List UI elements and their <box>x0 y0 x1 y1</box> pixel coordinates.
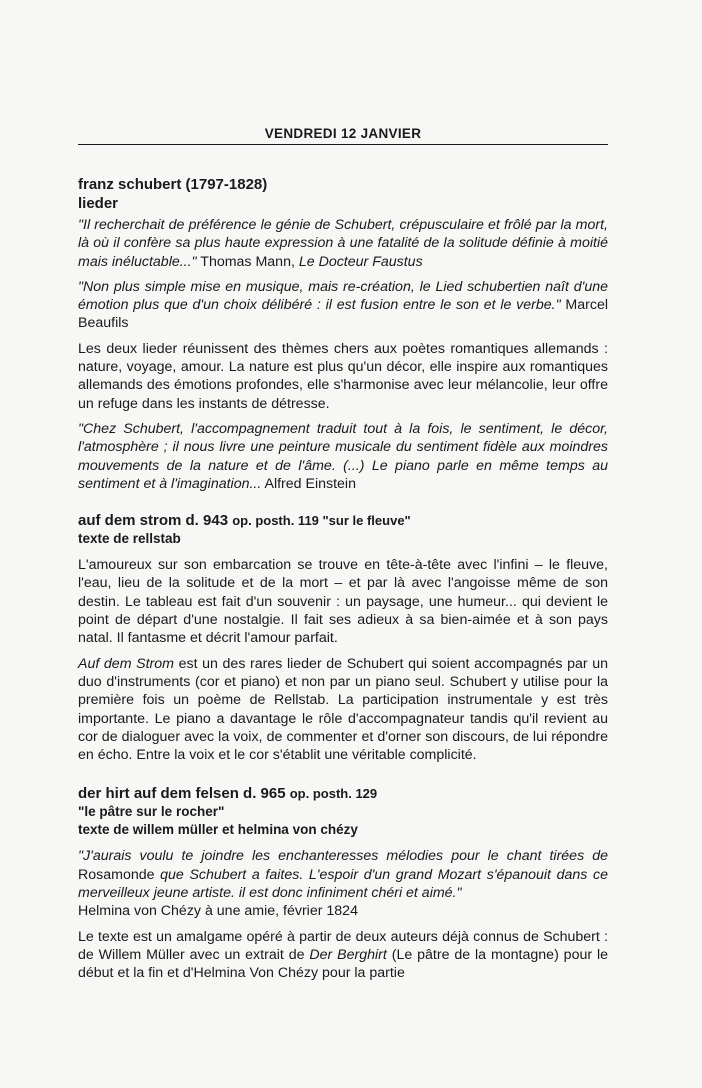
section-title: der hirt auf dem felsen d. 965 op. posth. 129 <box>78 785 378 803</box>
section-subtitle: texte de rellstab <box>78 531 181 547</box>
paragraph-amoureux: L'amoureux sur son embarcation se trouve en tête-à-tête avec l'infini – le fleuve, l'eau, lieu de la solitude et de la mort – et par là avec l'angoisse même de son destin. Le tableau est fait d'un souvenir : un paysage, une humeur... qui devient le point de départ d'une nostalgie. Il fait ses adieux à sa bien-aimée et à son pays natal. Il fantasme et décrit l'amour parfait. <box>78 557 608 647</box>
section-title-line2: "le pâtre sur le rocher" <box>78 804 225 820</box>
quote-chezy: "J'aurais voulu te joindre les enchanteresses mélodies pour le chant tirées de Rosamonde que Schubert a faites. L'espoir d'un grand Mozart s'épanouit dans ce merveilleux jeune artiste. il est donc infiniment chéri et aimé." Helmina von Chézy à une amie, février 1824 <box>78 848 608 920</box>
paragraph-amalgame: Le texte est un amalgame opéré à partir de deux auteurs déjà connus de Schubert : de Willem Müller avec un extrait de Der Berghirt (Le pâtre de la montagne) pour le début et la fin et d'Helmina Von Chézy pour la partie <box>78 928 609 982</box>
section-schubert-lieder <box>78 175 608 493</box>
section-title: franz schubert (1797-1828) <box>78 176 268 193</box>
document-page <box>78 126 608 983</box>
paragraph-instruments: Auf dem Strom est un des rares lieder de Schubert qui soient accompagnés par un duo d'instruments (cor et piano) et non par un piano seul. Schubert y utilise pour la première fois un poème de Rellstab. La participation instrumentale y est très importante. Le piano a davantage le rôle d'accompagnateur tandis qu'il revient au cor de dialoguer avec la voix, de commenter et d'orner son discours, de lui répondre en écho. Entre la voix et le cor s'établit une véritable complicité. <box>78 655 608 764</box>
section-auf-dem-strom <box>78 511 608 764</box>
section-subtitle: texte de willem müller et helmina von chézy <box>78 822 358 838</box>
section-title: auf dem strom d. 943 op. posth. 119 "sur le fleuve" <box>78 512 411 530</box>
paragraph-themes: Les deux lieder réunissent des thèmes chers aux poètes romantiques allemands : nature, voyage, amour. La nature est plus qu'un décor, elle inspire aux romantiques allemands des émotions profondes, elle s'harmonise avec leur mélancolie, leur offre un refuge dans les instants de détresse. <box>78 340 608 412</box>
quote-thomas-mann: "Il recherchait de préférence le génie de Schubert, crépusculaire et frôlé par la mort, là où il confère sa plus haute expression à une fatalité de la solitude définie à moitié mais inéluctable..." Thomas Mann, Le Docteur Faustus <box>78 217 608 270</box>
page-header: VENDREDI 12 JANVIER <box>78 126 608 145</box>
quote-beaufils: "Non plus simple mise en musique, mais re-création, le Lied schubertien naît d'une émotion plus que d'un choix délibéré : il est fusion entre le son et le verbe." Marcel Beaufils <box>78 278 608 332</box>
quote-einstein: "Chez Schubert, l'accompagnement traduit tout à la fois, le sentiment, le décor, l'atmosphère ; il nous livre une peinture musicale du sentiment fidèle aux moindres mouvements de la nature et de l'âme. (...) Le piano parle en même temps au sentiment et à l'imagination... Alfred Einstein <box>78 420 608 492</box>
section-subtitle: lieder <box>78 195 119 212</box>
section-hirt-auf-dem-felsen <box>78 784 608 982</box>
